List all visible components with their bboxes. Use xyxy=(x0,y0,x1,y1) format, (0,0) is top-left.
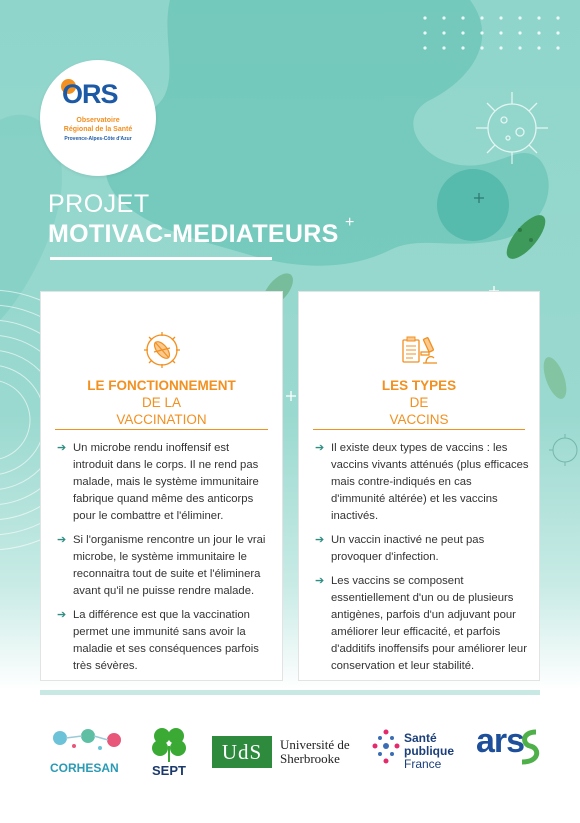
ors-logo-subtitle xyxy=(50,116,146,134)
spf-line1: Santé xyxy=(404,731,437,745)
card-title-line1: LES TYPES xyxy=(381,378,457,393)
spf-name xyxy=(404,732,454,771)
sept-logo xyxy=(146,724,192,780)
card-title-line3: VACCINS xyxy=(389,412,449,427)
bullet-text: La différence est que la vaccination permet une immunité sans avoir la maladie et ses conséquences parfois très sévères. xyxy=(73,609,259,672)
list-item xyxy=(315,532,529,566)
list-item xyxy=(57,607,272,675)
bullet-text: Un microbe rendu inoffensif est introduit dans le corps. Il ne rend pas malade, mais le système immunitaire fabrique quand même des anticorps pour le combattre et l'éliminer. xyxy=(73,442,259,522)
card-title-line2: DE LA xyxy=(141,395,182,410)
ors-logo-line1: Observatoire xyxy=(76,117,120,124)
arrow-right-icon: ➔ xyxy=(315,575,325,587)
bullet-text: Les vaccins se composent essentiellement d'un ou de plusieurs antigènes, parfois d'un adjuvant pour améliorer leur efficacité, et parfois d'additifs inoffensifs pour améliorer leur conservation et leur stabilité. xyxy=(331,575,527,672)
title-project: PROJET xyxy=(48,190,150,218)
corhesan-emblem-icon xyxy=(48,726,128,756)
card-title xyxy=(299,377,539,428)
arrow-right-icon: ➔ xyxy=(57,609,67,621)
partner-logos xyxy=(0,720,580,800)
bullet-text: Un vaccin inactivé ne peut pas provoquer d'infection. xyxy=(331,534,485,563)
card-vaccination-function xyxy=(40,291,283,681)
bullet-text: Il existe deux types de vaccins : les vaccins vivants atténués (plus efficaces mais contre-indiqués en cas d'immunité altérée) et les vaccins inactivés. xyxy=(331,442,529,522)
arrow-right-icon: ➔ xyxy=(315,534,325,546)
virus-sun-icon xyxy=(142,330,182,370)
spf-dots-icon xyxy=(372,728,400,774)
card-divider xyxy=(313,429,525,430)
microscope-clipboard-icon xyxy=(399,330,439,370)
list-item xyxy=(57,532,272,600)
arrow-right-icon: ➔ xyxy=(57,442,67,454)
footer-divider xyxy=(40,690,540,695)
spf-line3: France xyxy=(404,757,442,771)
card-title-line1: LE FONCTIONNEMENT xyxy=(87,378,236,393)
spf-line2: publique xyxy=(404,744,454,758)
uds-name-line1: Université de xyxy=(280,737,350,752)
list-item xyxy=(315,440,529,525)
uds-name-line2: Sherbrooke xyxy=(280,751,340,766)
bullet-list xyxy=(57,440,272,682)
ars-wordmark: ars xyxy=(476,722,525,760)
ors-logo-wordmark: ORS xyxy=(62,79,118,109)
sept-label: SEPT xyxy=(152,763,186,778)
bullet-list xyxy=(315,440,529,682)
card-title-line3: VACCINATION xyxy=(116,412,207,427)
bullet-text: Si l'organisme rencontre un jour le vrai microbe, le système immunitaire le reconnaitra tout de suite et l'éliminera avant qu'il ne puisse rendre malade. xyxy=(73,534,266,597)
title-underline xyxy=(50,257,272,260)
card-divider xyxy=(55,429,268,430)
title-plus-mark: + xyxy=(345,214,355,231)
ars-swoosh-icon xyxy=(514,726,544,766)
card-title-line2: DE xyxy=(409,395,429,410)
card-title xyxy=(41,377,282,428)
uds-name xyxy=(280,738,350,766)
arrow-right-icon: ➔ xyxy=(57,534,67,546)
corhesan-logo xyxy=(48,726,128,778)
sante-publique-france-logo xyxy=(372,728,462,778)
arrow-right-icon: ➔ xyxy=(315,442,325,454)
ars-logo xyxy=(476,722,546,780)
list-item xyxy=(57,440,272,525)
uds-logo xyxy=(212,736,352,770)
corhesan-label: CORHESAN xyxy=(50,761,119,775)
uds-mark: UdS xyxy=(212,736,272,768)
title-motivac: MOTIVAC-MEDIATEURS xyxy=(48,220,339,248)
clover-icon xyxy=(146,724,192,762)
ors-logo-region: Provence-Alpes-Côte d'Azur xyxy=(64,136,132,142)
card-vaccine-types xyxy=(298,291,540,681)
ors-logo xyxy=(40,60,156,176)
list-item xyxy=(315,573,529,675)
ors-logo-line2: Régional de la Santé xyxy=(63,126,133,133)
virus-outline-icon xyxy=(476,92,548,164)
